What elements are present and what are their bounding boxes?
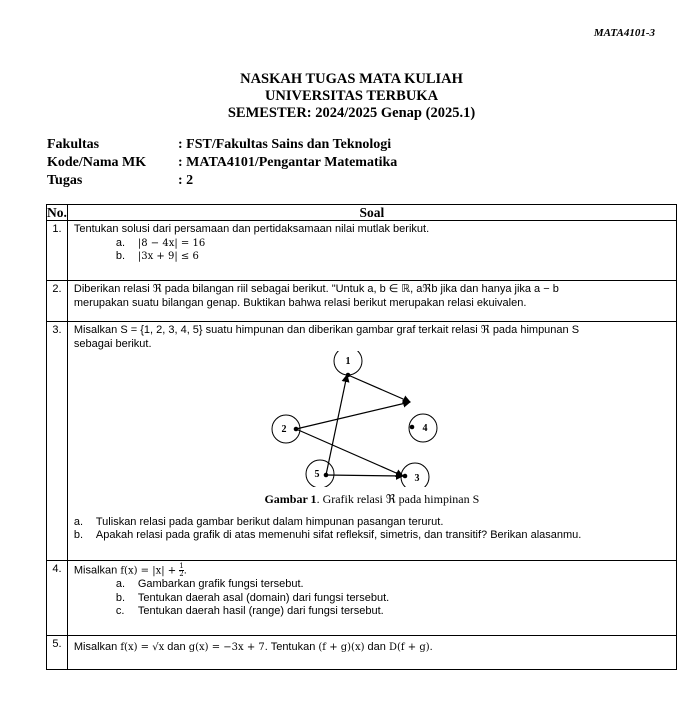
item-letter: b. — [115, 250, 126, 262]
fraction-denominator: 2 — [179, 570, 184, 578]
graph-node-1 — [334, 351, 362, 377]
sub-item-b — [74, 529, 670, 543]
intro-text: Misalkan — [73, 564, 121, 577]
item-letter: a. — [115, 578, 126, 590]
item-text: Apakah relasi pada grafik di atas memenuhi sifat refleksif, simetris, dan transitif? Berikan alasanmu. — [95, 529, 582, 541]
question-number: 3. — [47, 322, 68, 561]
meta-row-assignment — [47, 172, 397, 190]
document-header — [0, 71, 685, 122]
text-segment: . Tentukan — [264, 641, 319, 653]
graph-edge-2-4 — [296, 402, 410, 429]
figure-caption — [74, 493, 670, 507]
sub-item-a — [116, 578, 670, 592]
text-segment: dan — [164, 641, 189, 653]
item-letter: a. — [115, 236, 126, 249]
graph-node-5 — [306, 460, 334, 487]
node-label: 3 — [414, 473, 420, 484]
item-text: Gambarkan grafik fungsi tersebut. — [137, 578, 304, 590]
item-letter: a. — [73, 515, 84, 528]
item-text: Tentukan daerah hasil (range) dari fungsi tersebut. — [137, 605, 384, 617]
graph-edge-1-4 — [348, 375, 410, 402]
course-info — [47, 136, 397, 190]
question-row-3 — [47, 322, 677, 561]
question-content — [67, 322, 676, 561]
fraction-numerator: 1 — [179, 562, 184, 570]
questions-table — [46, 204, 677, 670]
question-row-5 — [47, 636, 677, 670]
sum-function: (f + g)(x) — [318, 642, 365, 653]
item-text: Tentukan daerah asal (domain) dari fungsi tersebut. — [137, 591, 390, 604]
graph-node-2 — [272, 415, 300, 443]
column-header-soal: Soal — [67, 205, 676, 221]
text-segment: dan — [364, 641, 389, 653]
question-text-line2: merupakan suatu bilangan genap. Buktikan bahwa relasi berikut merupakan relasi ekuivalen. — [73, 296, 527, 309]
question-number: 4. — [47, 561, 68, 636]
header-university: UNIVERSITAS TERBUKA — [264, 88, 439, 104]
question-content — [67, 281, 676, 322]
inequality: |3x + 9| ≤ 6 — [137, 251, 199, 262]
meta-row-course — [47, 154, 397, 172]
sub-item-b — [116, 250, 670, 264]
function-g: g(x) = −3x + 7 — [188, 642, 265, 653]
node-label: 4 — [422, 423, 428, 434]
item-letter: b. — [115, 591, 126, 604]
question-content — [67, 221, 676, 281]
question-content — [67, 561, 676, 636]
document-code: MATA4101-3 — [593, 27, 655, 39]
function-f: f(x) = √x — [120, 642, 165, 653]
graph-edge-5-3 — [326, 475, 403, 476]
relation-graph — [74, 351, 670, 487]
meta-value: : FST/Fakultas Sains dan Teknologi — [178, 137, 392, 152]
header-semester: SEMESTER: 2024/2025 Genap (2025.1) — [227, 105, 476, 121]
graph-edge-5-1 — [326, 375, 347, 475]
table-header-row — [47, 205, 677, 221]
meta-label: Fakultas — [47, 137, 100, 152]
question-intro — [74, 563, 670, 578]
sub-item-a — [116, 237, 670, 251]
intro-period: . — [183, 564, 187, 577]
function-expression: f(x) = |x| + — [120, 565, 177, 577]
question-text-line1: Diberikan relasi ℜ pada bilangan riil sebagai berikut. "Untuk a, b ∈ ℝ, aℜb jika dan hanya jika a − b — [73, 283, 559, 295]
sub-item-b — [116, 592, 670, 606]
graph-edge-2-3 — [296, 429, 403, 476]
equation: |8 − 4x| = 16 — [137, 237, 206, 249]
question-number: 2. — [47, 281, 68, 322]
meta-label: Tugas — [47, 173, 83, 188]
node-label: 2 — [281, 424, 287, 435]
meta-value: : 2 — [178, 173, 194, 188]
header-title: NASKAH TUGAS MATA KULIAH — [240, 71, 463, 87]
text-segment: Misalkan — [73, 641, 121, 653]
sub-item-c — [116, 605, 670, 619]
question-intro: Tentukan solusi dari persamaan dan pertidaksamaan nilai mutlak berikut. — [73, 223, 430, 235]
question-row-2 — [47, 281, 677, 322]
sub-item-a — [74, 516, 670, 530]
domain-expression: D(f + g) — [388, 642, 430, 653]
question-number: 5. — [47, 636, 68, 670]
question-content — [67, 636, 676, 670]
question-text-line2: sebagai berikut. — [73, 337, 152, 350]
graph-node-4 — [409, 414, 437, 442]
item-letter: c. — [115, 605, 125, 617]
question-row-1 — [47, 221, 677, 281]
caption-text: . Grafik relasi ℜ pada himpinan S — [316, 492, 480, 506]
question-number: 1. — [47, 221, 68, 281]
meta-label: Kode/Nama MK — [47, 155, 147, 170]
node-label: 5 — [314, 469, 320, 480]
column-header-no: No. — [47, 205, 67, 220]
node-label: 1 — [345, 356, 351, 367]
question-row-4 — [47, 561, 677, 636]
meta-row-faculty — [47, 136, 397, 154]
text-segment: . — [429, 641, 433, 653]
caption-label: Gambar 1 — [264, 492, 317, 506]
graph-node-3 — [401, 463, 429, 487]
item-text: Tuliskan relasi pada gambar berikut dalam himpunan pasangan terurut. — [95, 515, 444, 528]
meta-value: : MATA4101/Pengantar Matematika — [178, 155, 398, 170]
item-letter: b. — [73, 529, 84, 541]
question-text-line1: Misalkan S = {1, 2, 3, 4, 5} suatu himpunan dan diberikan gambar graf terkait relasi ℜ pada himpunan S — [73, 324, 580, 336]
